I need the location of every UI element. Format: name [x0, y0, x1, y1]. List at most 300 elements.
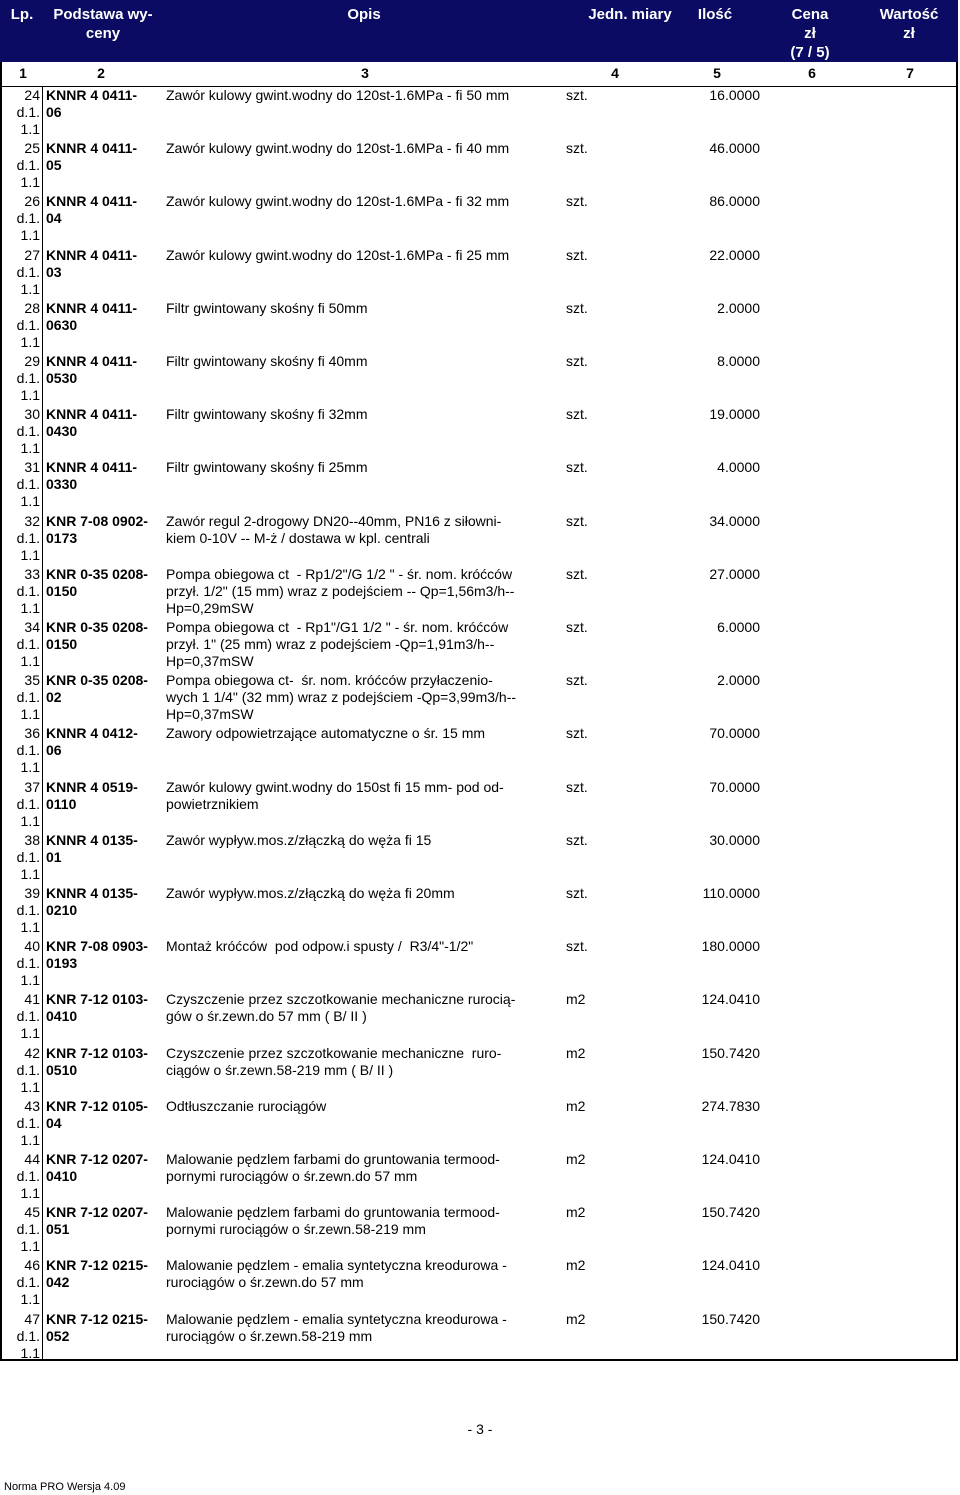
row-base-code	[46, 1151, 164, 1185]
row-lp	[4, 1045, 40, 1096]
row-description-line: Filtr gwintowany skośny fi 25mm	[166, 459, 368, 476]
row-unit: m2	[566, 1310, 586, 1327]
table-row	[0, 406, 958, 459]
row-quantity: 30.0000	[709, 831, 760, 848]
row-unit: szt.	[566, 831, 588, 848]
table-header	[0, 0, 958, 62]
row-unit: szt.	[566, 246, 588, 263]
row-base2: 0530	[46, 370, 78, 386]
row-base1: KNR 0-35 0208-	[46, 565, 148, 582]
row-unit: szt.	[566, 725, 588, 742]
header-price-line2: zł	[804, 25, 816, 42]
row-description-line: Hp=0,37mSW	[166, 653, 254, 669]
table-row	[0, 1098, 958, 1151]
row-description-line: Czyszczenie przez szczotkowanie mechaniczne rurocią-	[166, 991, 516, 1008]
row-description-line: powietrznikiem	[166, 795, 259, 812]
col-number-6: 6	[808, 65, 816, 81]
row-description-line: Pompa obiegowa ct - Rp1"/G1 1/2 " - śr. nom. króćców	[166, 619, 509, 635]
row-base1: KNNR 4 0411-	[46, 353, 138, 369]
row-lp-lp: 37	[24, 778, 40, 795]
table-row	[0, 779, 958, 832]
row-description	[166, 247, 558, 264]
row-description	[166, 619, 558, 670]
row-unit: szt.	[566, 938, 588, 955]
col-number-3: 3	[361, 65, 369, 81]
row-lp-lp: 46	[24, 1257, 40, 1274]
row-base-code	[46, 300, 164, 334]
row-lp-lp-sub2: 1.1	[20, 333, 40, 350]
row-lp-lp: 43	[24, 1097, 40, 1114]
row-description-line: Hp=0,37mSW	[166, 706, 254, 723]
row-lp-lp-sub: d.1.	[16, 210, 40, 227]
row-lp	[4, 1311, 40, 1362]
row-description	[166, 513, 558, 547]
footer-software-version: Norma PRO Wersja 4.09	[4, 1481, 126, 1493]
row-base1: KNNR 4 0411-	[46, 406, 138, 423]
row-description-line: Malowanie pędzlem - emalia syntetyczna kreodurowa -	[166, 1257, 507, 1274]
row-quantity: 70.0000	[709, 725, 760, 742]
column-numbers-row	[0, 62, 958, 87]
row-base-code	[46, 885, 164, 919]
row-base1: KNR 0-35 0208-	[46, 672, 148, 689]
row-description	[166, 885, 558, 902]
row-lp-lp-sub2: 1.1	[20, 865, 40, 882]
table-row	[0, 672, 958, 725]
row-lp-lp: 28	[24, 299, 40, 316]
row-unit: m2	[566, 1257, 586, 1274]
row-base2: 06	[46, 104, 62, 120]
table-row	[0, 247, 958, 300]
table-row	[0, 1151, 958, 1204]
header-value-line1: Wartość	[879, 6, 939, 23]
row-lp-lp: 32	[24, 512, 40, 529]
row-base1: KNR 7-12 0103-	[46, 991, 148, 1008]
table-row	[0, 566, 958, 619]
row-description-line: ciągów o śr.zewn.58-219 mm ( B/ II )	[166, 1061, 394, 1078]
row-lp-lp-sub2: 1.1	[20, 1078, 40, 1095]
row-lp-lp-sub2: 1.1	[20, 759, 40, 776]
row-lp-lp-sub: d.1.	[16, 1274, 40, 1291]
row-base-code	[46, 459, 164, 493]
header-lp: Lp.	[10, 6, 34, 23]
row-description-line: Malowanie pędzlem - emalia syntetyczna kreodurowa -	[166, 1310, 507, 1327]
row-quantity: 150.7420	[701, 1204, 760, 1221]
row-quantity: 150.7420	[701, 1044, 760, 1061]
row-lp-lp-sub: d.1.	[16, 263, 40, 280]
row-description-line: pornymi rurociągów o śr.zewn.do 57 mm	[166, 1168, 418, 1184]
row-lp	[4, 353, 40, 404]
table-row	[0, 1045, 958, 1098]
row-base1: KNNR 4 0411-	[46, 459, 138, 476]
col-number-1: 1	[19, 65, 27, 81]
row-base1: KNNR 4 0135-	[46, 831, 138, 848]
row-lp-lp: 38	[24, 831, 40, 848]
row-lp-lp-sub2: 1.1	[20, 972, 40, 989]
row-quantity: 46.0000	[709, 140, 760, 157]
row-base2: 04	[46, 210, 62, 227]
row-base1: KNR 0-35 0208-	[46, 619, 148, 635]
row-lp-lp-sub2: 1.1	[20, 280, 40, 297]
row-quantity: 34.0000	[709, 512, 760, 529]
row-unit: szt.	[566, 406, 588, 423]
col-number-2: 2	[97, 65, 105, 81]
row-base2: 0410	[46, 1168, 78, 1184]
row-lp-lp-sub2: 1.1	[20, 1131, 40, 1148]
row-description	[166, 353, 558, 370]
row-base-code	[46, 779, 164, 813]
row-description-line: przył. 1/2" (15 mm) wraz z podejściem -- Qp=1,56m3/h--	[166, 582, 515, 599]
row-lp-lp: 26	[24, 193, 40, 210]
row-lp-lp-sub: d.1.	[16, 476, 40, 493]
row-base-code	[46, 1204, 164, 1238]
row-unit: szt.	[566, 672, 588, 689]
row-lp-lp-sub: d.1.	[16, 1008, 40, 1025]
row-unit: szt.	[566, 299, 588, 316]
row-unit: szt.	[566, 353, 588, 369]
row-base2: 051	[46, 1221, 70, 1238]
row-description	[166, 300, 558, 317]
row-lp-lp: 40	[24, 938, 40, 955]
row-description-line: Pompa obiegowa ct - Rp1/2"/G 1/2 " - śr. nom. króćców	[166, 565, 513, 582]
row-lp	[4, 140, 40, 191]
row-lp-lp: 47	[24, 1310, 40, 1327]
row-quantity: 124.0410	[701, 1257, 760, 1274]
table-row	[0, 193, 958, 246]
row-description-line: Hp=0,29mSW	[166, 599, 254, 616]
table-row	[0, 300, 958, 353]
row-base1: KNR 7-08 0903-	[46, 938, 148, 955]
row-description	[166, 832, 558, 849]
row-lp-lp: 29	[24, 353, 40, 369]
row-description	[166, 1257, 558, 1291]
row-base-code	[46, 513, 164, 547]
col-number-4: 4	[611, 65, 619, 81]
row-quantity: 6.0000	[717, 619, 760, 635]
row-description-line: Odtłuszczanie rurociągów	[166, 1097, 327, 1114]
row-lp-lp-sub: d.1.	[16, 582, 40, 599]
row-lp-lp: 39	[24, 885, 40, 901]
header-base	[44, 5, 162, 43]
row-quantity: 4.0000	[717, 459, 760, 476]
row-lp	[4, 619, 40, 670]
row-lp	[4, 885, 40, 936]
header-price-line1: Cena	[791, 6, 829, 23]
row-lp-lp: 30	[24, 406, 40, 423]
header-desc: Opis	[347, 6, 381, 23]
row-base-code	[46, 406, 164, 440]
row-description-line: kiem 0-10V -- M-ż / dostawa w kpl. centrali	[166, 529, 430, 546]
row-lp-lp-sub: d.1.	[16, 742, 40, 759]
row-description	[166, 938, 558, 955]
row-description	[166, 193, 558, 210]
row-base1: KNR 7-12 0215-	[46, 1257, 148, 1274]
row-base-code	[46, 619, 164, 653]
row-description	[166, 1204, 558, 1238]
row-description-line: Zawór wypływ.mos.z/złączką do węża fi 15	[166, 831, 432, 848]
table-row	[0, 1311, 958, 1364]
header-base-line1: Podstawa wy-	[53, 6, 153, 23]
row-unit: szt.	[566, 619, 588, 635]
table-row	[0, 140, 958, 193]
row-base2: 0510	[46, 1061, 78, 1078]
row-base1: KNNR 4 0412-	[46, 725, 138, 742]
row-description	[166, 406, 558, 423]
row-unit: szt.	[566, 140, 588, 157]
row-description-line: gów o śr.zewn.do 57 mm ( B/ II )	[166, 1008, 367, 1025]
row-base2: 06	[46, 742, 62, 759]
row-unit: m2	[566, 1151, 586, 1167]
header-base-line2: ceny	[85, 25, 121, 42]
row-lp-lp-sub: d.1.	[16, 636, 40, 652]
row-base-code	[46, 140, 164, 174]
row-description-line: Zawór kulowy gwint.wodny do 120st-1.6MPa - fi 32 mm	[166, 193, 510, 210]
row-description	[166, 779, 558, 813]
row-quantity: 150.7420	[701, 1310, 760, 1327]
row-lp	[4, 513, 40, 564]
table-row	[0, 459, 958, 512]
row-description-line: Filtr gwintowany skośny fi 32mm	[166, 406, 368, 423]
row-lp	[4, 87, 40, 138]
row-lp	[4, 566, 40, 617]
row-lp-lp-sub2: 1.1	[20, 227, 40, 244]
row-lp-lp: 41	[24, 991, 40, 1008]
row-description	[166, 1151, 558, 1185]
header-price	[770, 5, 850, 62]
row-description-line: Czyszczenie przez szczotkowanie mechaniczne ruro-	[166, 1044, 502, 1061]
row-lp-lp-sub2: 1.1	[20, 493, 40, 510]
row-description-line: Malowanie pędzlem farbami do gruntowania termood-	[166, 1204, 500, 1221]
row-base2: 04	[46, 1114, 62, 1131]
table-row	[0, 87, 958, 140]
table-row	[0, 1204, 958, 1257]
row-base2: 0430	[46, 423, 78, 440]
row-lp-lp-sub2: 1.1	[20, 440, 40, 457]
row-lp-lp-sub2: 1.1	[20, 387, 40, 403]
header-price-line3: (7 / 5)	[790, 44, 830, 61]
table-row	[0, 619, 958, 672]
row-base-code	[46, 566, 164, 600]
row-description-line: Zawór kulowy gwint.wodny do 150st fi 15 mm- pod od-	[166, 778, 504, 795]
row-lp-lp-sub: d.1.	[16, 316, 40, 333]
row-quantity: 70.0000	[709, 778, 760, 795]
row-lp-lp: 36	[24, 725, 40, 742]
row-base1: KNNR 4 0135-	[46, 885, 138, 901]
row-unit: szt.	[566, 512, 588, 529]
row-lp-lp-sub: d.1.	[16, 902, 40, 918]
row-description	[166, 1311, 558, 1345]
row-base1: KNR 7-12 0207-	[46, 1204, 148, 1221]
row-lp-lp-sub2: 1.1	[20, 546, 40, 563]
row-lp-lp-sub2: 1.1	[20, 1025, 40, 1042]
row-lp-lp-sub2: 1.1	[20, 653, 40, 669]
row-base-code	[46, 1311, 164, 1345]
table-row	[0, 832, 958, 885]
row-quantity: 16.0000	[709, 87, 760, 103]
row-unit: szt.	[566, 193, 588, 210]
row-quantity: 124.0410	[701, 1151, 760, 1167]
table-row	[0, 991, 958, 1044]
row-quantity: 110.0000	[702, 885, 760, 901]
row-unit: szt.	[566, 885, 588, 901]
row-lp-lp-sub: d.1.	[16, 529, 40, 546]
row-base-code	[46, 991, 164, 1025]
row-lp-lp: 44	[24, 1151, 40, 1167]
table-row	[0, 513, 958, 566]
row-base2: 0630	[46, 316, 78, 333]
row-lp	[4, 779, 40, 830]
row-lp-lp-sub: d.1.	[16, 689, 40, 706]
row-lp	[4, 725, 40, 776]
row-unit: szt.	[566, 459, 588, 476]
row-base-code	[46, 725, 164, 759]
row-lp-lp-sub2: 1.1	[20, 121, 40, 137]
table-row	[0, 1257, 958, 1310]
row-description-line: Zawór kulowy gwint.wodny do 120st-1.6MPa - fi 50 mm	[166, 87, 510, 103]
row-quantity: 124.0410	[701, 991, 760, 1008]
header-value	[864, 5, 954, 43]
row-description-line: przył. 1" (25 mm) wraz z podejściem -Qp=1,91m3/h--	[166, 636, 495, 652]
row-base-code	[46, 1257, 164, 1291]
row-base1: KNR 7-12 0215-	[46, 1310, 148, 1327]
row-quantity: 27.0000	[709, 565, 760, 582]
row-description-line: Zawór regul 2-drogowy DN20--40mm, PN16 z siłowni-	[166, 512, 502, 529]
row-unit: m2	[566, 1204, 586, 1221]
row-unit: m2	[566, 991, 586, 1008]
row-unit: m2	[566, 1097, 586, 1114]
row-lp-lp-sub: d.1.	[16, 795, 40, 812]
row-lp-lp: 34	[24, 619, 40, 635]
row-base1: KNR 7-12 0103-	[46, 1044, 148, 1061]
row-base1: KNNR 4 0411-	[46, 87, 138, 103]
row-quantity: 2.0000	[717, 299, 760, 316]
header-value-line2: zł	[903, 25, 915, 42]
row-lp-lp-sub: d.1.	[16, 955, 40, 972]
row-description-line: Filtr gwintowany skośny fi 40mm	[166, 353, 368, 369]
row-lp-lp-sub2: 1.1	[20, 1238, 40, 1255]
row-quantity: 274.7830	[701, 1097, 760, 1114]
row-base1: KNR 7-08 0902-	[46, 512, 148, 529]
row-base2: 0210	[46, 902, 78, 918]
col-number-7: 7	[906, 65, 914, 81]
row-lp-lp: 31	[24, 459, 40, 476]
row-base2: 05	[46, 157, 62, 174]
row-description-line: Malowanie pędzlem farbami do gruntowania termood-	[166, 1151, 500, 1167]
row-lp-lp: 42	[24, 1044, 40, 1061]
row-lp-lp-sub: d.1.	[16, 423, 40, 440]
row-base1: KNNR 4 0411-	[46, 299, 138, 316]
row-description-line: Zawór kulowy gwint.wodny do 120st-1.6MPa - fi 40 mm	[166, 140, 510, 157]
row-lp	[4, 1204, 40, 1255]
row-description-line: Zawór wypływ.mos.z/złączką do węża fi 20mm	[166, 885, 455, 901]
row-lp-lp-sub2: 1.1	[20, 174, 40, 191]
row-quantity: 8.0000	[717, 353, 760, 369]
row-lp-lp-sub2: 1.1	[20, 1185, 40, 1201]
page-number: - 3 -	[467, 1421, 493, 1437]
row-lp-lp-sub2: 1.1	[20, 1291, 40, 1308]
row-base1: KNNR 4 0411-	[46, 140, 138, 157]
row-base1: KNR 7-12 0207-	[46, 1151, 148, 1167]
row-base2: 0173	[46, 529, 78, 546]
row-base2: 0410	[46, 1008, 78, 1025]
row-description-line: rurociągów o śr.zewn.58-219 mm	[166, 1327, 373, 1344]
row-lp	[4, 938, 40, 989]
row-base1: KNNR 4 0411-	[46, 193, 138, 210]
row-description	[166, 672, 558, 723]
row-base-code	[46, 87, 164, 121]
row-description	[166, 725, 558, 742]
row-base-code	[46, 672, 164, 706]
row-description-line: wych 1 1/4" (32 mm) wraz z podejściem -Qp=3,99m3/h--	[166, 689, 517, 706]
row-base2: 02	[46, 689, 62, 706]
row-base-code	[46, 1098, 164, 1132]
row-base2: 0150	[46, 636, 78, 652]
row-base-code	[46, 193, 164, 227]
row-lp-lp: 24	[24, 87, 40, 103]
row-description-line: Zawór kulowy gwint.wodny do 120st-1.6MPa - fi 25 mm	[166, 246, 510, 263]
row-lp-lp-sub2: 1.1	[20, 812, 40, 829]
row-lp	[4, 672, 40, 723]
row-description-line: Zawory odpowietrzające automatyczne o śr. 15 mm	[166, 725, 486, 742]
row-lp-lp-sub: d.1.	[16, 104, 40, 120]
row-base2: 03	[46, 263, 62, 280]
row-lp	[4, 300, 40, 351]
row-description-line: pornymi rurociągów o śr.zewn.58-219 mm	[166, 1221, 426, 1238]
row-lp-lp: 45	[24, 1204, 40, 1221]
row-lp-lp: 33	[24, 565, 40, 582]
row-description-line: rurociągów o śr.zewn.do 57 mm	[166, 1274, 364, 1291]
row-base2: 01	[46, 848, 62, 865]
row-base-code	[46, 832, 164, 866]
row-base-code	[46, 1045, 164, 1079]
row-base1: KNNR 4 0411-	[46, 246, 138, 263]
row-lp-lp-sub: d.1.	[16, 1114, 40, 1131]
row-lp-lp-sub: d.1.	[16, 1061, 40, 1078]
table-row	[0, 885, 958, 938]
header-unit: Jedn. miary	[588, 6, 672, 23]
row-lp-lp: 35	[24, 672, 40, 689]
row-description-line: Montaż króćców pod odpow.i spusty / R3/4"-1/2"	[166, 938, 474, 955]
row-lp	[4, 991, 40, 1042]
row-unit: m2	[566, 1044, 586, 1061]
row-base2: 0150	[46, 582, 78, 599]
row-lp-lp-sub: d.1.	[16, 370, 40, 386]
row-description-line: Filtr gwintowany skośny fi 50mm	[166, 299, 368, 316]
row-description	[166, 566, 558, 617]
row-lp-lp-sub: d.1.	[16, 1221, 40, 1238]
row-base2: 0330	[46, 476, 78, 493]
row-base-code	[46, 353, 164, 387]
row-lp-lp-sub: d.1.	[16, 1327, 40, 1344]
row-base-code	[46, 938, 164, 972]
row-quantity: 22.0000	[709, 246, 760, 263]
row-description	[166, 140, 558, 157]
row-quantity: 180.0000	[701, 938, 760, 955]
row-lp-lp-sub: d.1.	[16, 848, 40, 865]
row-lp-lp-sub2: 1.1	[20, 1344, 40, 1361]
row-base-code	[46, 247, 164, 281]
row-unit: szt.	[566, 778, 588, 795]
row-lp-lp-sub: d.1.	[16, 1168, 40, 1184]
col-number-5: 5	[713, 65, 721, 81]
row-quantity: 19.0000	[709, 406, 760, 423]
table-row	[0, 353, 958, 406]
table-row	[0, 725, 958, 778]
row-lp	[4, 832, 40, 883]
row-base2: 0110	[46, 795, 77, 812]
row-description	[166, 1045, 558, 1079]
row-lp	[4, 406, 40, 457]
row-lp	[4, 1257, 40, 1308]
